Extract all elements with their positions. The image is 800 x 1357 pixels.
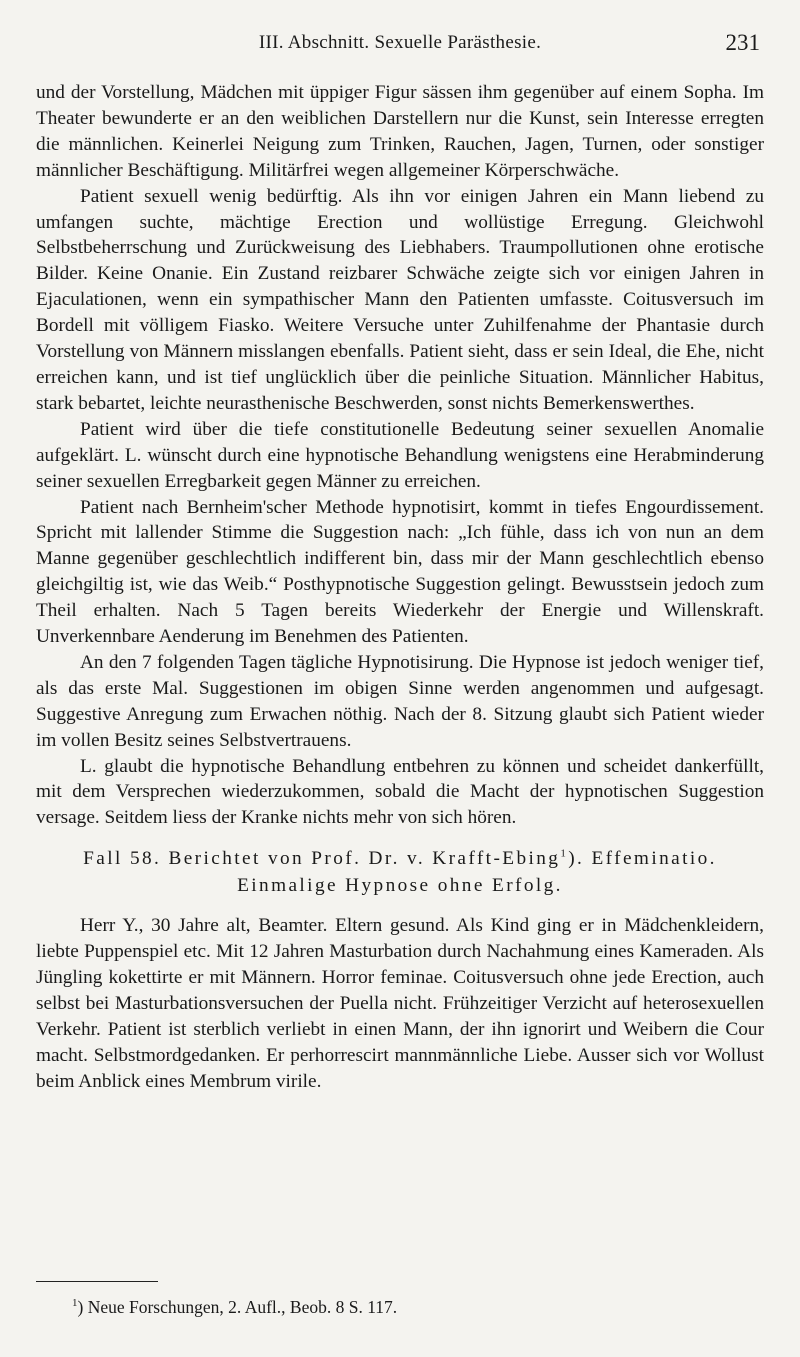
paragraph: An den 7 folgenden Tagen tägliche Hypnotisirung. Die Hypnose ist jedoch weniger tief, als das erste Mal. Suggestionen im obigen Sinne werden angenommen und aufgesagt. Suggestive Anregung zum Erwachen nöthig. Nach der 8. Sitzung glaubt sich Patient wieder im vollen Besitz seines Selbstvertrauens.: [36, 651, 764, 751]
footnote-reference[interactable]: 1: [560, 847, 569, 860]
case-heading: [36, 845, 764, 899]
case-heading-line-2: Einmalige Hypnose ohne Erfolg.: [237, 875, 563, 897]
running-title: III. Abschnitt. Sexuelle Parästhesie.: [258, 32, 542, 53]
footnote-marker: 1: [72, 1297, 78, 1310]
footnote-text: ) Neue Forschungen, 2. Aufl., Beob. 8 S. 117.: [77, 1297, 398, 1317]
case-heading-line-1: [36, 845, 764, 872]
case-heading-title: Fall 58. Berichtet von Prof. Dr. v. Krafft-Ebing: [83, 848, 561, 870]
footnote: [72, 1296, 762, 1318]
footnote-divider: [36, 1281, 158, 1282]
paragraph: Patient sexuell wenig bedürftig. Als ihn vor einigen Jahren ein Mann liebend zu umfangen suchte, mächtige Erection und wollüstige Erregung. Gleichwohl Selbstbeherrschung und Zurückweisung des Liebhabers. Traumpollutionen ohne erotische Bilder. Keine Onanie. Ein Zustand reizbarer Schwäche zeigte sich vor einigen Jahren in Ejaculationen, wenn ein sympathischer Mann den Patienten umfasste. Coitusversuch im Bordell mit völligem Fiasko. Weitere Versuche unter Zuhilfenahme der Phantasie durch Vorstellung von Männern misslangen ebenfalls. Patient sieht, dass er sein Ideal, die Ehe, nicht erreichen kann, und ist tief unglücklich über die peinliche Situation. Männlicher Habitus, stark bebartet, leichte neurasthenische Beschwerden, sonst nichts Bemerkenswerthes.: [36, 185, 764, 414]
page-number: 231: [725, 30, 760, 55]
paragraph: Patient nach Bernheim'scher Methode hypnotisirt, kommt in tiefes Engourdissement. Spricht mit lallender Stimme die Suggestion nach: „Ich fühle, dass ich von nun an dem Manne gegenüber geschlechtlich indifferent bin, dass mir der Mann geschlechtlich ebenso gleichgiltig ist, wie das Weib.“ Posthypnotische Suggestion gelingt. Bewusstsein jedoch zum Theil erhalten. Nach 5 Tagen bereits Wiederkehr der Energie und Willenskraft. Unverkennbare Aenderung im Benehmen des Patienten.: [36, 496, 764, 648]
paragraph-continued: und der Vorstellung, Mädchen mit üppiger Figur sässen ihm gegenüber auf einem Sopha. Im Theater bewunderte er an den weiblichen Darstellern nur die Kunst, sein Interesse erregten die männlichen. Keinerlei Neigung zum Trinken, Rauchen, Jagen, Turnen, oder sonstiger männlicher Beschäftigung. Militärfrei wegen allgemeiner Körperschwäche.: [36, 82, 764, 181]
paragraph: L. glaubt die hypnotische Behandlung entbehren zu können und scheidet dankerfüllt, mit dem Versprechen wiederzukommen, sobald die Macht der hypnotischen Suggestion versage. Seitdem liess der Kranke nichts mehr von sich hören.: [36, 755, 764, 829]
body-text: [36, 80, 764, 1095]
running-header: [36, 32, 764, 62]
paragraph: Patient wird über die tiefe constitutionelle Bedeutung seiner sexuellen Anomalie aufgeklärt. L. wünscht durch eine hypnotische Behandlung wenigstens eine Herabminderung seiner sexuellen Erregbarkeit gegen Männer zu erreichen.: [36, 418, 764, 492]
case-paragraph: Herr Y., 30 Jahre alt, Beamter. Eltern gesund. Als Kind ging er in Mädchenkleidern, liebte Puppenspiel etc. Mit 12 Jahren Masturbation durch Nachahmung eines Kameraden. Als Jüngling kokettirte er mit Männern. Horror feminae. Coitusversuch ohne jede Erection, auch selbst bei Masturbationsversuchen der Puella nicht. Frühzeitiger Verzicht auf heterosexuellen Verkehr. Patient ist sterblich verliebt in einen Mann, der ihn ignorirt und Weibern die Cour macht. Selbstmordgedanken. Er perhorrescirt mannmännliche Liebe. Ausser sich vor Wollust beim Anblick eines Membrum virile.: [36, 915, 764, 1092]
case-heading-title-end: ). Effeminatio.: [568, 848, 717, 870]
